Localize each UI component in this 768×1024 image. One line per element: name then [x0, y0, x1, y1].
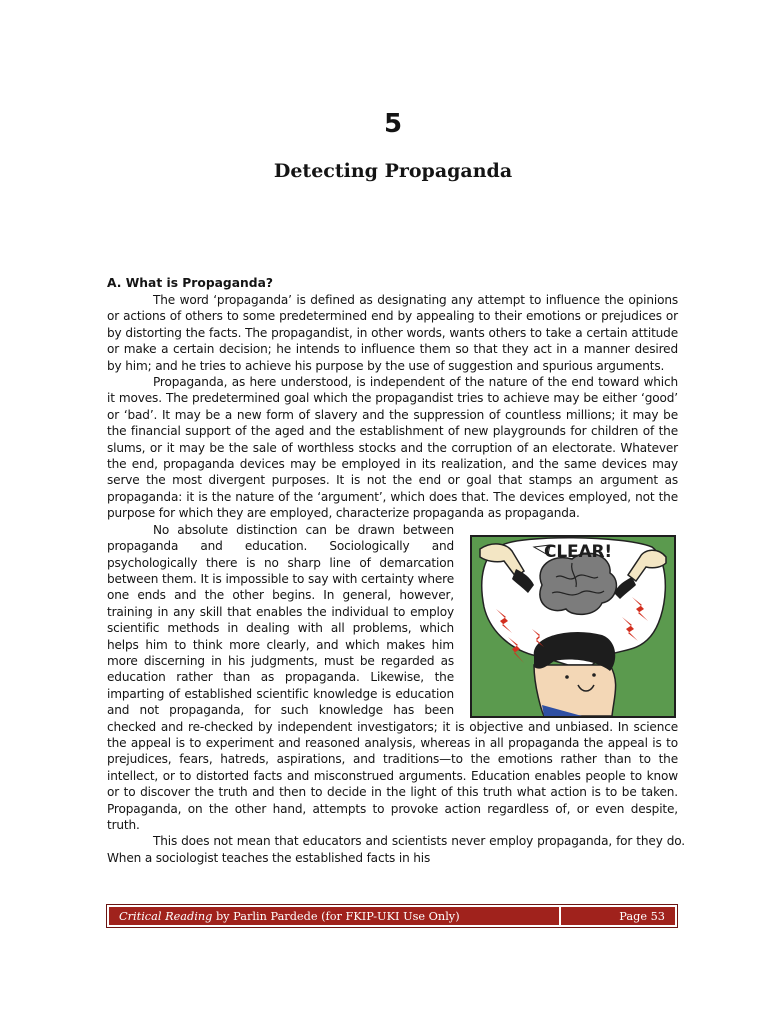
footer-credit — [109, 907, 559, 925]
page-footer — [106, 904, 678, 928]
clear-caption: CLEAR! — [544, 541, 613, 562]
body-text — [107, 292, 685, 866]
paragraph: The word ‘propaganda’ is defined as designating any attempt to influence the opinions or actions of others to some predetermined end by appealing to their emotions or prejudices or by distorting the facts. The propagandist, in other words, wants others to take a certain attitude or make a certain decision; he intends to influence them so that they act in a manner desired by him; and he tries to achieve his purpose by the use of suggestion and spurious arguments. — [107, 293, 678, 373]
paragraph: This does not mean that educators and scientists never employ propaganda, for they do. When a sociologist teaches the established facts in his — [107, 834, 685, 865]
paragraph: No absolute distinction can be drawn between propaganda and education. Sociologically and psychologically there is no sharp line of demarcation between them. It is impossible to say with certainty where one ends and the other begins. In general, however, training in any skill that enables the individual to employ scientific methods in dealing with all problems, which helps him to think more clearly, and which makes him more discerning in his judgments, must be regarded as education rather than as propaganda. Likewise, the imparting of established scientific knowledge is education and not propaganda, for such knowledge has been checked and re-checked by independent investigators; it is objective and unbiased. In science the appeal is to experiment and reasoned analysis, whereas in all propaganda the appeal is to prejudices, fears, hatreds, aspirations, and traditions—to the emotions rather than to the intellect, or to distorted facts and misconstrued arguments. Education enables people to know or to discover the truth and then to decide in the light of this truth what action is to be taken. Propaganda, on the other hand, attempts to provoke action regardless of, or even despite, truth. — [107, 522, 678, 832]
section-heading: A. What is Propaganda? — [107, 276, 274, 290]
book-title: Critical Reading — [119, 909, 213, 923]
footer-credit-text: by Parlin Pardede (for FKIP-UKI Use Only) — [212, 909, 460, 923]
paragraph: Propaganda, as here understood, is independent of the nature of the end toward which it moves. The predetermined goal which the propagandist tries to achieve may be either ‘good’ or ‘bad’. It may be a new form of slavery and the suppression of countless millions; it may be the financial support of the aged and the establishment of new playgrounds for children of the slums, or it may be the sale of worthless stocks and the corruption of an electorate. Whatever the end, propaganda devices may be employed in its realization, and the same devices may serve the most divergent purposes. It is not the end or goal that stamps an argument as propaganda: it is the nature of the ‘argument’, which does that. The devices employed, not the purpose for which they are employed, characterize propaganda as propaganda. — [107, 375, 678, 521]
chapter-title: Detecting Propaganda — [273, 160, 513, 182]
page-number: Page 53 — [559, 907, 675, 925]
brain-shock-illustration — [470, 535, 676, 718]
chapter-number: 5 — [383, 109, 403, 139]
